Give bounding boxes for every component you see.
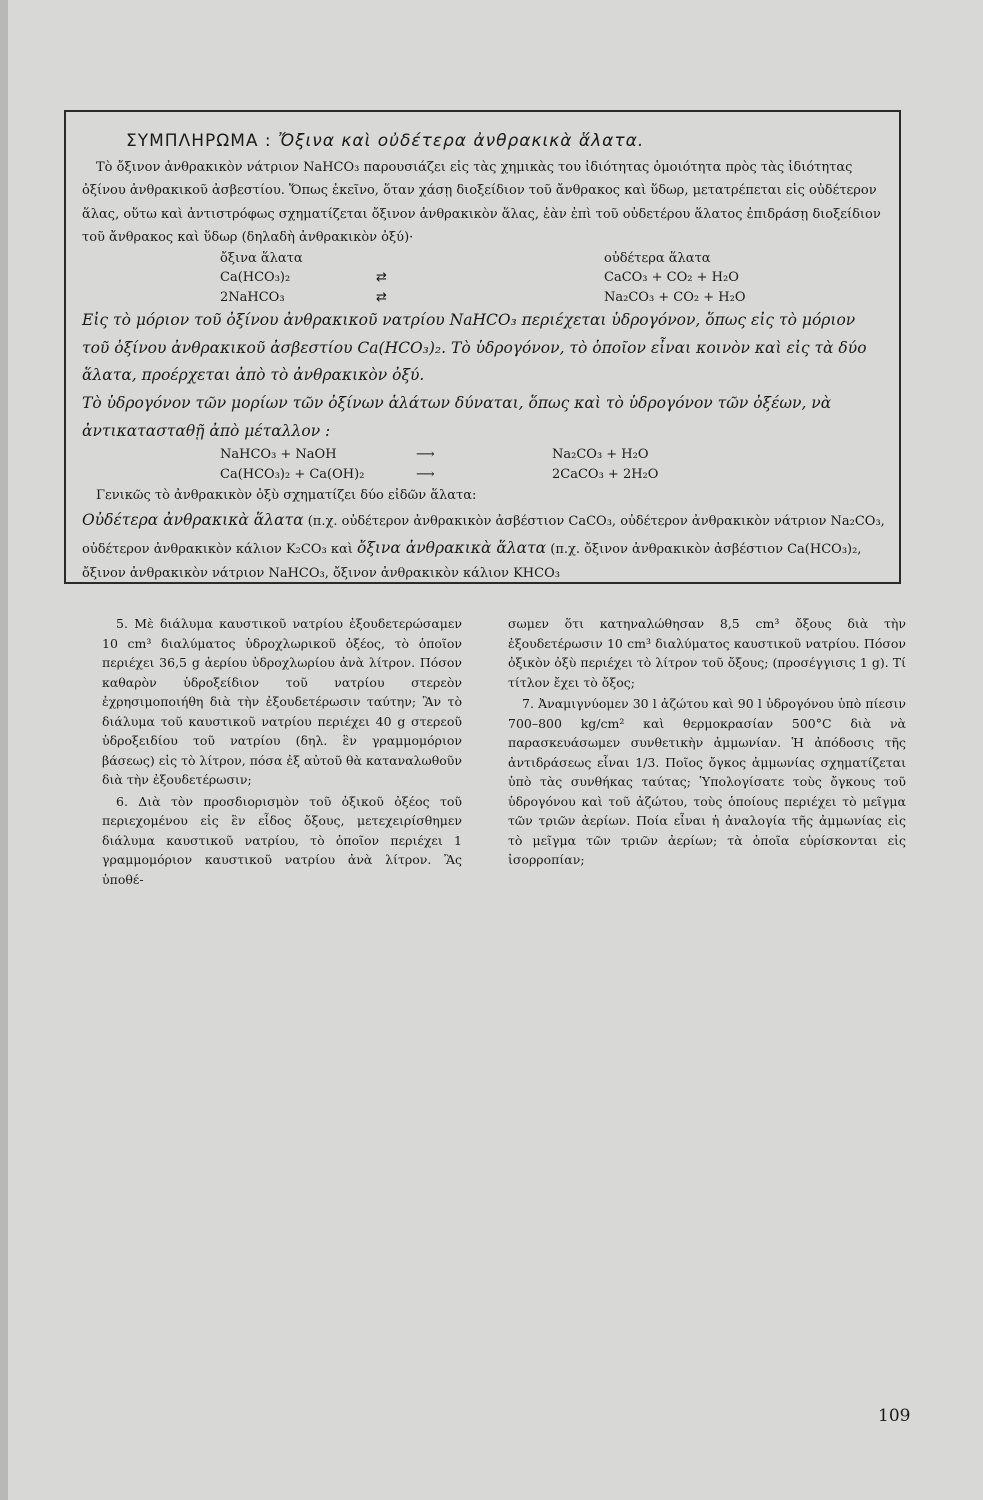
box-paragraph-4: Γενικῶς τὸ ἀνθρακικὸν ὀξὺ σχηματίζει δύο εἰδῶν ἅλατα: (96, 488, 477, 504)
supplement-title (126, 126, 887, 156)
page-edge (0, 0, 8, 1500)
reaction-table (220, 249, 887, 308)
box-paragraph-2: Εἰς τὸ μόριον τοῦ ὀξίνου ἀνθρακικοῦ νατρίου NaHCO₃ περιέχεται ὑδρογόνον, ὅπως εἰς τὸ μόριον τοῦ ὀξίνου ἀνθρακικοῦ ἀσβεστίου Ca(HCO₃)₂. Τὸ ὑδρογόνον, τὸ ὁποῖον εἶναι κοινὸν καὶ εἰς τὰ δύο ἅλατα, προέρχεται ἀπὸ τὸ ἀνθρακικὸν ὀξύ. (82, 311, 867, 385)
box-paragraph-3: Τὸ ὑδρογόνον τῶν μορίων τῶν ὀξίνων ἁλάτων δύναται, ὅπως καὶ τὸ ὑδρογόνον τῶν ὀξέων, νὰ ἀντικατασταθῇ ἀπὸ μέταλλον : (82, 393, 832, 440)
equation-2-left: Ca(HCO₃)₂ + Ca(OH)₂ (220, 466, 365, 482)
exercise-6: 6. Διὰ τὸν προσδιορισμὸν τοῦ ὀξικοῦ ὀξέος τοῦ περιεχομένου εἰς ἓν εἶδος ὄξους, μετεχειρίσθημεν διάλυμα καυστικοῦ νατρίου, τὸ ὁποῖον περιέχει 1 γραμμομόριον καυστικοῦ νατρίου ἀνὰ λίτρον. Ἂς ὑποθέ- (102, 793, 462, 887)
equilibrium-arrow-icon: ⇄ (376, 270, 386, 286)
acid-salts-header: ὄξινα ἅλατα (220, 250, 303, 266)
left-column (102, 614, 462, 891)
supplement-subtitle: Ὄξινα καὶ οὐδέτερα ἀνθρακικὰ ἅλατα. (278, 131, 645, 151)
box-paragraph-5 (82, 507, 887, 585)
page-number: 109 (878, 1406, 911, 1426)
equation-1-right: Na₂CO₃ + H₂O (552, 447, 649, 463)
neutral-salts-header: οὐδέτερα ἅλατα (604, 250, 711, 266)
right-column (508, 614, 906, 891)
reaction-arrow-icon: ⟶ (416, 447, 435, 463)
supplement-heading: ΣΥΜΠΛΗΡΩΜΑ : (126, 131, 272, 151)
substitution-reactions (220, 445, 887, 484)
acid-salts-examples: (π.χ. ὄξινον ἀνθρακικὸν ἀσβέστιον Ca(HCO₃)₂, ὄξινον ἀνθρακικὸν νάτριον NaHCO₃, ὄξινον ἀνθρακικὸν κάλιον KHCO₃ (82, 541, 862, 582)
reaction-1-left: Ca(HCO₃)₂ (220, 270, 291, 286)
exercise-5: 5. Μὲ διάλυμα καυστικοῦ νατρίου ἐξουδετερώσαμεν 10 cm³ διαλύματος ὑδροχλωρικοῦ ὀξέος, τὸ ὁποῖον περιέχει 36,5 g ἀερίου ὑδροχλωρίου ἀνὰ λίτρον. Πόσον καθαρὸν ὑδροξείδιον τοῦ νατρίου στερεὸν ἐχρησιμοποιήθη διὰ τὴν ἐξουδετέρωσιν ταύτην; Ἂν τὸ διάλυμα τοῦ καυστικοῦ νατρίου περιέχει 40 g στερεοῦ ὑδροξειδίου τοῦ νατρίου (δηλ. ἓν γραμμομόριον βάσεως) εἰς τὸ λίτρον, πόσα ἐξ αὐτοῦ θὰ καταναλωθοῦν διὰ τὴν ἐξουδετέρωσιν; (102, 616, 462, 787)
exercise-6-continued: σωμεν ὅτι κατηναλώθησαν 8,5 cm³ ὄξους διὰ τὴν ἐξουδετέρωσιν 10 cm³ διαλύματος καυστικοῦ νατρίου. Πόσον ὀξικὸν ὀξὺ περιέχει τὸ λίτρον τοῦ ὄξους; (προσέγγισις 1 g). Τί τίτλον ἔχει τὸ ὄξος; (508, 616, 906, 690)
neutral-salts-examples: (π.χ. οὐδέτερον ἀνθρακικὸν ἀσβέστιον CaCO₃, οὐδέτερον ἀνθρακικὸν νάτριον Na₂CO₃, οὐδέτερον ἀνθρακικὸν κάλιον K₂CO₃ καὶ (82, 514, 885, 557)
reaction-arrow-icon: ⟶ (416, 466, 435, 482)
reaction-2-right: Na₂CO₃ + CO₂ + H₂O (604, 289, 746, 305)
exercise-7: 7. Ἀναμιγνύομεν 30 l ἀζώτου καὶ 90 l ὑδρογόνου ὑπὸ πίεσιν 700–800 kg/cm² καὶ θερμοκρασίαν 500°C διὰ νὰ παρασκευάσωμεν συνθετικὴν ἀμμωνίαν. Ἡ ἀπόδοσις τῆς ἀντιδράσεως εἶναι 1/3. Ποῖος ὄγκος ἀμμωνίας σχηματίζεται ὑπὸ τὰς συνθήκας ταύτας; Ὑπολογίσατε τοὺς ὄγκους τοῦ ὑδρογόνου καὶ τοῦ ἀζώτου, τοὺς ὁποίους περιέχει τὸ μεῖγμα τῶν τριῶν ἀερίων. Ποία εἶναι ἡ ἀναλογία τῆς ἀμμωνίας εἰς τὸ μεῖγμα τῶν τριῶν ἀερίων; τὰ ὁποῖα εὑρίσκονται εἰς ἰσορροπίαν; (508, 696, 906, 867)
equation-2-right: 2CaCO₃ + 2H₂O (552, 466, 659, 482)
reaction-1-right: CaCO₃ + CO₂ + H₂O (604, 270, 739, 286)
equation-1-left: NaHCO₃ + NaOH (220, 447, 337, 463)
reaction-2-left: 2NaHCO₃ (220, 289, 285, 305)
box-paragraph-1: Τὸ ὄξινον ἀνθρακικὸν νάτριον NaHCO₃ παρουσιάζει εἰς τὰς χημικὰς του ἰδιότητας ὁμοιότητα πρὸς τὰς ἰδιότητας ὀξίνου ἀνθρακικοῦ ἀσβεστίου. Ὅπως ἐκεῖνο, ὅταν χάσῃ διοξείδιον τοῦ ἄνθρακος καὶ ὕδωρ, μετατρέπεται εἰς οὐδέτερον ἅλας, οὕτω καὶ ἀντιστρόφως σχηματίζεται ὄξινον ἀνθρακικὸν ἅλας, ἐὰν ἐπὶ τοῦ οὐδετέρου ἅλατος ἐπιδράσῃ διοξείδιον τοῦ ἄνθρακος καὶ ὕδωρ (δηλαδὴ ἀνθρακικὸν ὀξύ)· (82, 160, 881, 245)
acid-salts-term: ὄξινα ἀνθρακικὰ ἅλατα (356, 538, 547, 557)
supplement-box (64, 110, 901, 584)
exercises (102, 614, 910, 891)
neutral-salts-term: Οὐδέτερα ἀνθρακικὰ ἅλατα (82, 511, 304, 530)
equilibrium-arrow-icon: ⇄ (376, 289, 386, 305)
